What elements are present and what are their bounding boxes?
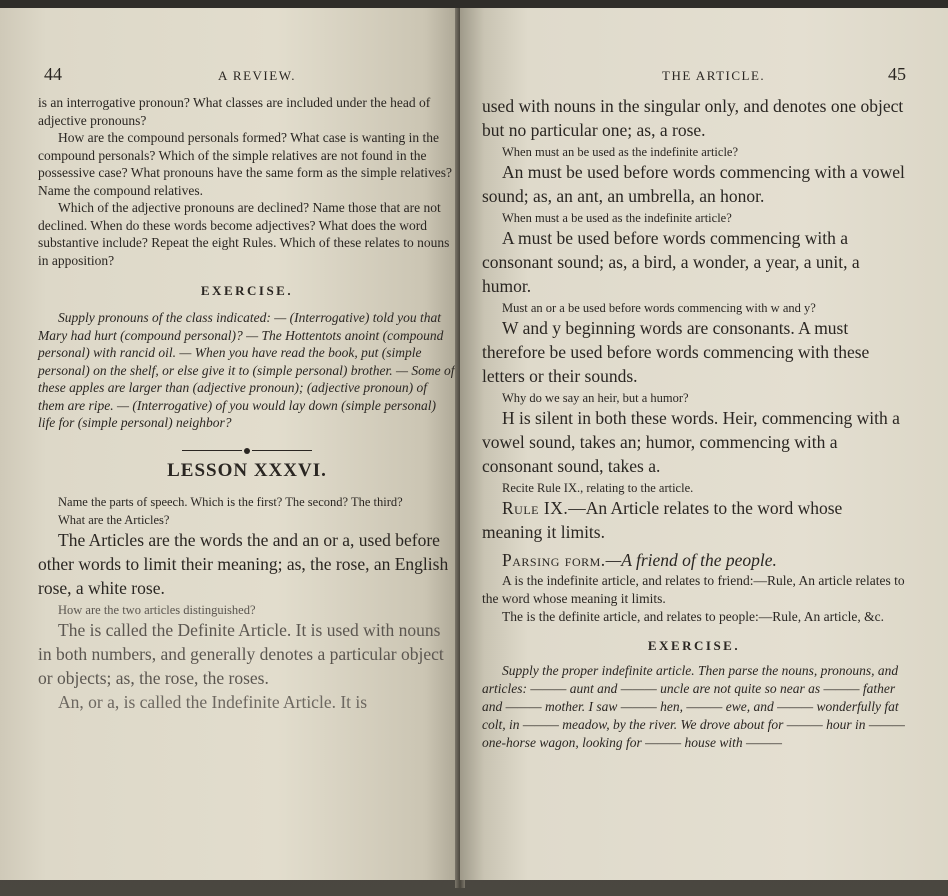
parse-a: A is the indefinite article, and relates to friend:—Rule, An article relates to the word whose meaning it limits. xyxy=(482,573,905,606)
left-running-head xyxy=(38,64,456,94)
review-paragraph: Which of the adjective pronouns are declined? Name those that are not declined. When do these words become adjectives? What does the word substantive include? Repeat the eight Rules. Which of these relates to nouns in apposition? xyxy=(38,200,450,268)
right-page xyxy=(460,8,948,880)
left-page xyxy=(0,8,462,880)
indefinite-article-text: An, or a, is called the Indefinite Article. It is xyxy=(58,691,368,712)
question-w-y: Must an or a be used before words commencing with w and y? xyxy=(502,301,816,315)
right-running-head xyxy=(482,64,906,94)
answer-a: A must be used before words commencing with a consonant sound; as, a bird, a wonder, a year, a unit, a humor. xyxy=(482,228,860,296)
exercise-heading: EXERCISE. xyxy=(200,283,294,298)
lesson-question: How are the two articles distinguished? xyxy=(58,602,256,617)
exercise-heading: EXERCISE. xyxy=(647,638,741,653)
question-a: When must a be used as the indefinite article? xyxy=(502,211,732,225)
section-ornament xyxy=(38,442,456,450)
left-running-title: A REVIEW. xyxy=(218,68,297,83)
lesson-question: What are the Articles? xyxy=(58,512,170,527)
articles-definition: The Articles are the words the and an or a, used before other words to limit their meaning; as, the rose, an English rose, a white rose. xyxy=(38,529,449,598)
answer-heir: H is silent in both these words. Heir, commencing with a vowel sound, takes an; humor, commencing with a consonant sound, takes a. xyxy=(482,408,900,476)
right-running-title: THE ARTICLE. xyxy=(662,68,766,83)
definite-article-text: The is called the Definite Article. It is used with nouns in both numbers, and generally denotes a particular object or objects; as, the rose, the roses. xyxy=(38,619,444,688)
parse-the: The is the definite article, and relates to people:—Rule, An article, &c. xyxy=(502,609,884,624)
lesson-title: LESSON XXXVI. xyxy=(167,459,327,481)
exercise-text: Supply the proper indefinite article. Then parse the nouns, pronouns, and articles: ——— aunt and ——— uncle are not quite so near as ——— father and ——— mother. I saw ——— hen, ——— ewe, and ——— wonderfully fat colt, in ——— meadow, by the river. We drove about for ——— hour in ——— one-horse wagon, looking for ——— house with ——— xyxy=(482,663,905,750)
rule-ix xyxy=(482,496,906,544)
question-an: When must an be used as the indefinite article? xyxy=(502,145,739,159)
answer-w-y: W and y beginning words are consonants. A must therefore be used before words commencing with these letters or their sounds. xyxy=(482,318,870,386)
left-page-number: 44 xyxy=(44,64,62,84)
rule-label: Rule IX. xyxy=(502,498,569,518)
rule-text: —An Article relates to the word whose meaning it limits. xyxy=(482,498,843,542)
parsing-form xyxy=(482,548,906,572)
continuation-text: used with nouns in the singular only, and denotes one object but no particular one; as, a rose. xyxy=(482,96,904,140)
answer-an: An must be used before words commencing with a vowel sound; as, an ant, an umbrella, an honor. xyxy=(482,162,905,206)
question-rule: Recite Rule IX., relating to the article. xyxy=(502,481,694,495)
parsing-label: Parsing form. xyxy=(502,550,606,570)
question-heir: Why do we say an heir, but a humor? xyxy=(502,391,689,405)
lesson-question: Name the parts of speech. Which is the first? The second? The third? xyxy=(58,494,403,509)
review-paragraph: is an interrogative pronoun? What classes are included under the head of adjective pronouns? xyxy=(38,95,431,128)
review-paragraph: How are the compound personals formed? What case is wanting in the compound personals? Which of the simple relatives are not found in the possessive case? What pronouns have the same form as the simple relatives? Name the compound relatives. xyxy=(38,130,452,198)
parsing-example: —A friend of the people. xyxy=(605,550,777,570)
right-page-number: 45 xyxy=(888,64,906,84)
exercise-text: Supply pronouns of the class indicated: — (Interrogative) told you that Mary had hurt (compound personal)? — The Hottentots anoint (compound personal) with rancid oil. — When you have read the book, put (simple personal) on the shelf, or else give it to (simple personal) brother. — Some of these apples are larger than (adjective pronoun); (adjective pronoun) of them are ripe. — (Interrogative) of you would lay down (simple personal) life for (simple personal) neighbor? xyxy=(38,310,455,430)
